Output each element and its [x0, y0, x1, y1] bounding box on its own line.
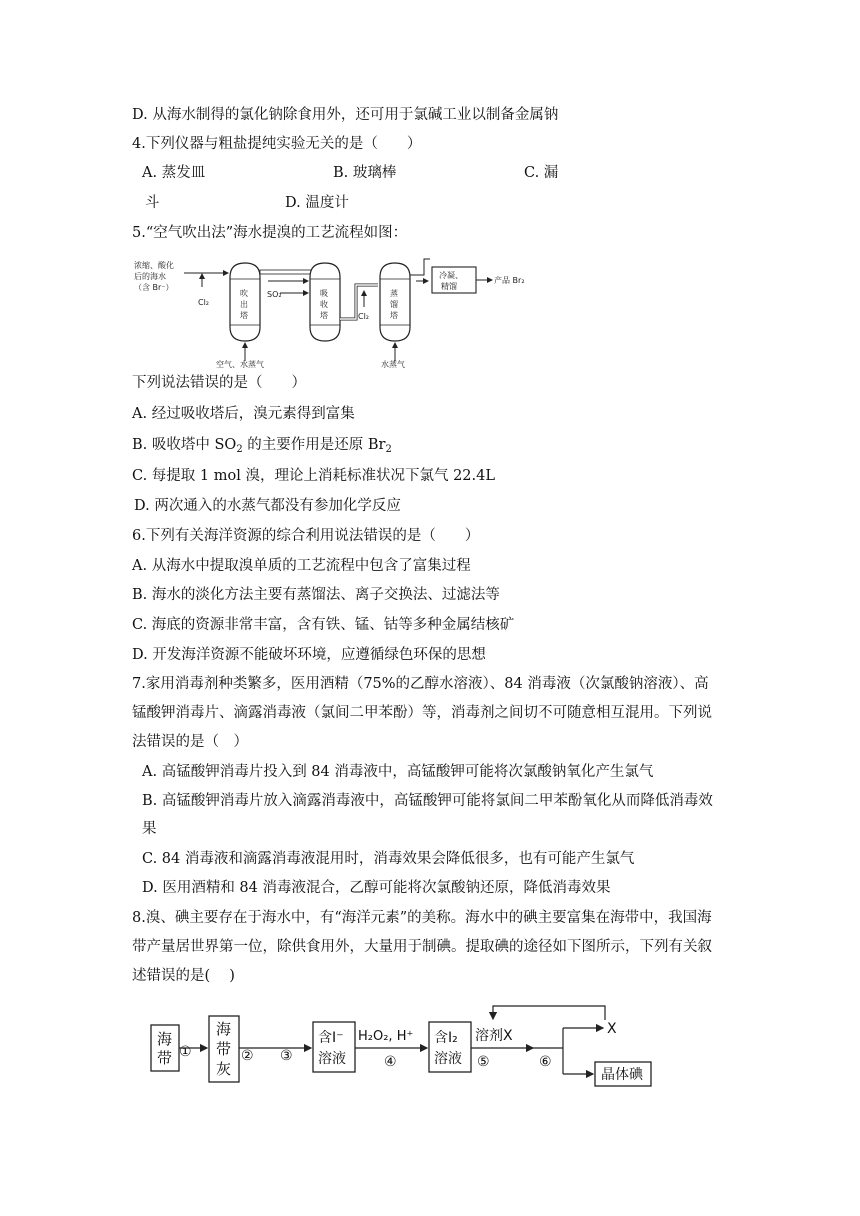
svg-text:塔: 塔	[240, 311, 248, 320]
step-5: ⑤	[477, 1054, 490, 1070]
x-label: X	[607, 1021, 617, 1037]
svg-text:晶体碘: 晶体碘	[601, 1067, 643, 1083]
q5-option-a: A. 经过吸收塔后，溴元素得到富集	[132, 406, 355, 422]
feed-label-3: （含 Br⁻）	[134, 283, 174, 292]
svg-text:精馏: 精馏	[441, 282, 457, 291]
cl2-label-2: Cl₂	[358, 312, 370, 321]
svg-text:收: 收	[320, 300, 328, 309]
q7-option-b-1: B. 高锰酸钾消毒片放入滴露消毒液中，高锰酸钾可能将氯间二甲苯酚氧化从而降低消毒效	[142, 793, 713, 809]
product-label: 产品 Br₂	[494, 276, 525, 285]
absorption-tower	[310, 263, 340, 341]
q6-option-a: A. 从海水中提取溴单质的工艺流程中包含了富集过程	[132, 558, 471, 574]
q7-stem-1: 7.家用消毒剂种类繁多，医用酒精（75%的乙醇水溶液）、84 消毒液（次氯酸钠溶液）、高	[132, 676, 709, 692]
svg-text:海: 海	[157, 1030, 173, 1048]
q5-option-d: D. 两次通入的水蒸气都没有参加化学反应	[134, 498, 401, 514]
svg-text:溶液: 溶液	[318, 1051, 346, 1067]
q4-option-a: A. 蒸发皿	[142, 165, 206, 181]
svg-text:出: 出	[240, 300, 248, 309]
q5-option-c: C. 每提取 1 mol 溴，理论上消耗标准状况下氯气 22.4L	[132, 468, 495, 484]
distillation-tower	[380, 263, 410, 341]
q5-ask: 下列说法错误的是（ ）	[132, 375, 306, 391]
step-1: ①	[179, 1044, 192, 1060]
solvent-label: 溶剂X	[475, 1028, 513, 1044]
svg-text:带: 带	[216, 1040, 232, 1058]
q4-option-c-cont: 斗	[145, 195, 160, 211]
svg-text:带: 带	[157, 1049, 173, 1067]
step-2: ②	[241, 1048, 254, 1064]
q6-option-b: B. 海水的淡化方法主要有蒸馏法、离子交换法、过滤法等	[132, 587, 500, 603]
svg-text:吹: 吹	[240, 289, 248, 298]
q5-stem: 5.“空气吹出法”海水提溴的工艺流程如图：	[132, 225, 408, 241]
q6-option-c: C. 海底的资源非常丰富，含有铁、锰、钴等多种金属结核矿	[132, 617, 515, 633]
q5-option-b: B. 吸收塔中 $SO_2$ 的主要作用是还原 $Br_2$	[132, 437, 392, 455]
blow-out-tower	[230, 263, 260, 341]
step-6: ⑥	[539, 1054, 552, 1070]
q7-stem-3: 法错误的是（ ）	[132, 734, 248, 750]
svg-text:蒸: 蒸	[390, 289, 398, 298]
q7-option-d: D. 医用酒精和 84 消毒液混合，乙醇可能将次氯酸钠还原，降低消毒效果	[142, 880, 611, 896]
svg-text:塔: 塔	[390, 311, 398, 320]
feed-label-1: 浓缩、酸化	[134, 261, 174, 270]
svg-text:馏: 馏	[390, 300, 398, 309]
svg-text:含I⁻: 含I⁻	[318, 1030, 344, 1046]
q4-option-d: D. 温度计	[285, 195, 349, 211]
cl2-label-1: Cl₂	[198, 298, 210, 307]
svg-text:塔: 塔	[320, 311, 328, 320]
feed-label-2: 后的海水	[134, 272, 166, 281]
step-4: ④	[384, 1054, 397, 1070]
q4-stem: 4.下列仪器与粗盐提纯实验无关的是（ ）	[132, 136, 422, 152]
q4-option-b: B. 玻璃棒	[333, 165, 397, 181]
svg-text:溶液: 溶液	[434, 1051, 462, 1067]
q7-option-b-2: 果	[142, 821, 157, 837]
steam-label: 水蒸气	[381, 360, 405, 369]
svg-text:含I₂: 含I₂	[434, 1030, 458, 1046]
svg-text:灰: 灰	[216, 1060, 232, 1078]
svg-text:冷凝、: 冷凝、	[439, 271, 463, 280]
q8-stem-1: 8.溴、碘主要存在于海水中，有“海洋元素”的美称。海水中的碘主要富集在海带中，我国海	[132, 910, 712, 926]
q6-option-d: D. 开发海洋资源不能破坏环境，应遵循绿色环保的思想	[132, 647, 486, 663]
q7-option-a: A. 高锰酸钾消毒片投入到 84 消毒液中，高锰酸钾可能将次氯酸钠氧化产生氯气	[142, 764, 654, 780]
reagent-label: H₂O₂, H⁺	[358, 1029, 414, 1044]
svg-text:海: 海	[216, 1020, 232, 1038]
q4-option-c: C. 漏	[524, 165, 559, 181]
svg-text:吸: 吸	[320, 289, 328, 298]
step-3: ③	[280, 1048, 293, 1064]
iodine-extraction-diagram	[145, 1000, 665, 1100]
air-steam-label: 空气、水蒸气	[216, 360, 264, 369]
q7-option-c: C. 84 消毒液和滴露消毒液混用时，消毒效果会降低很多，也有可能产生氯气	[142, 851, 635, 867]
q8-stem-2: 带产量居世界第一位，除供食用外，大量用于制碘。提取碘的途径如下图所示，下列有关叙	[132, 939, 712, 955]
q6-stem: 6.下列有关海洋资源的综合利用说法错误的是（ ）	[132, 528, 480, 544]
so2-label: SO₂	[267, 290, 282, 299]
q3-option-d: D. 从海水制得的氯化钠除食用外，还可用于氯碱工业以制备金属钠	[132, 107, 559, 123]
q8-stem-3: 述错误的是( )	[132, 968, 235, 984]
q7-stem-2: 锰酸钾消毒片、滴露消毒液（氯间二甲苯酚）等，消毒剂之间切不可随意相互混用。下列说	[132, 705, 712, 721]
bromine-process-diagram	[132, 255, 552, 370]
